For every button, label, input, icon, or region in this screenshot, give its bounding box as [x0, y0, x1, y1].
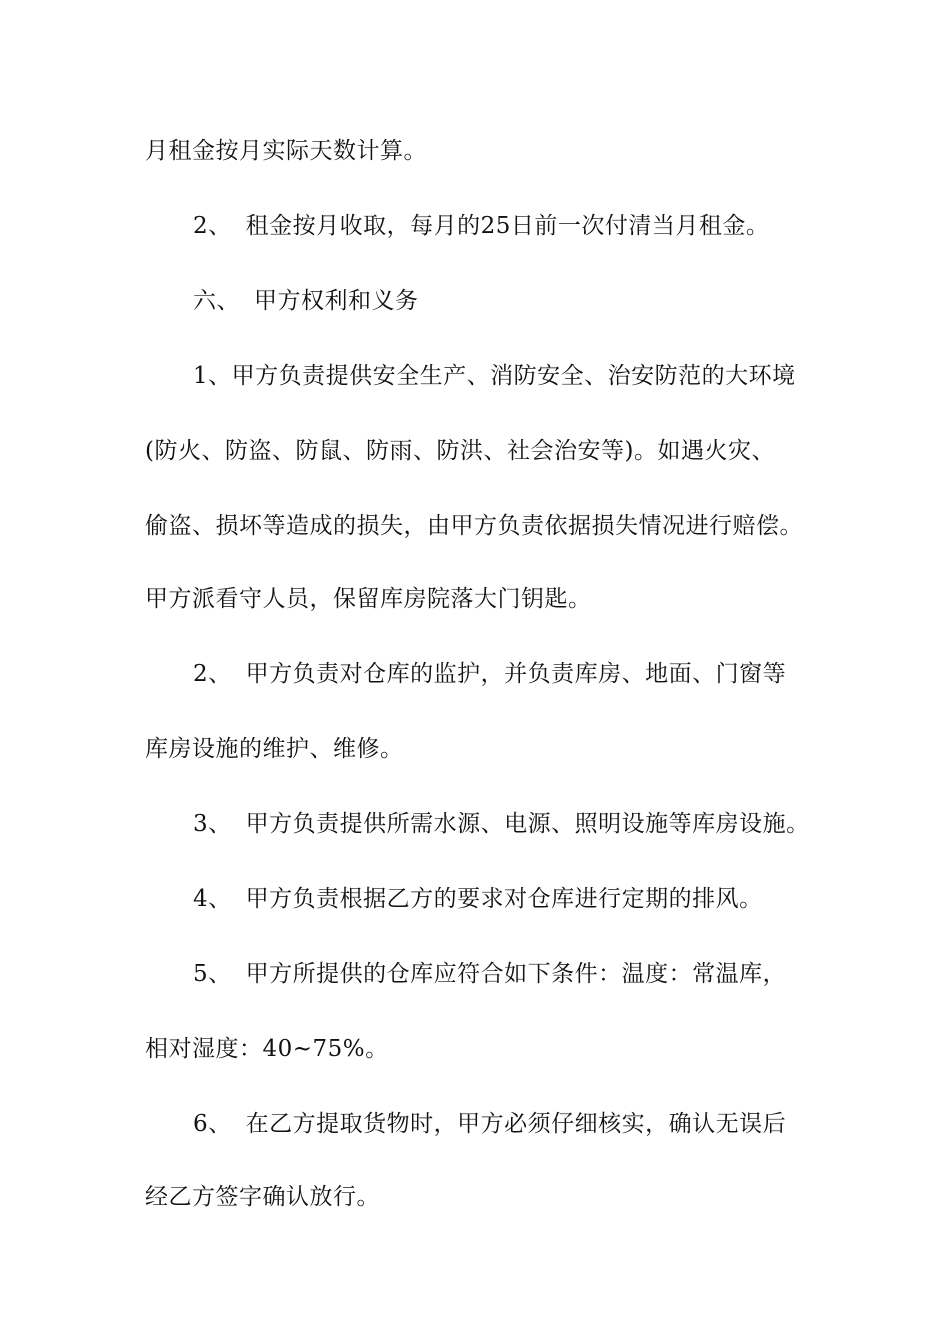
line-text: 甲方派看守人员，保留库房院落大门钥匙。 — [145, 586, 592, 612]
item-number: 5、 — [193, 961, 232, 987]
line-text: 偷盗、损坏等造成的损失，由甲方负责依据损失情况进行赔偿。 — [145, 513, 803, 539]
line-text: 甲方负责提供所需水源、电源、照明设施等库房设施。 — [245, 811, 810, 837]
list-item — [193, 361, 796, 391]
item-number: 2、 — [193, 661, 232, 687]
line-text: 甲方负责对仓库的监护，并负责库房、地面、门窗等 — [245, 661, 787, 687]
list-item — [193, 959, 786, 989]
item-number: 6、 — [193, 1111, 232, 1137]
list-item — [193, 1109, 786, 1139]
list-item — [193, 659, 786, 689]
section-title: 甲方权利和义务 — [254, 288, 419, 314]
text-line — [145, 584, 592, 614]
line-text: 相对湿度：40~75%。 — [145, 1036, 389, 1062]
section-number: 六、 — [193, 288, 240, 314]
text-line — [145, 1182, 380, 1212]
list-item — [193, 884, 763, 914]
text-line — [145, 734, 404, 764]
line-text: 甲方所提供的仓库应符合如下条件：温度：常温库， — [245, 961, 787, 987]
list-item — [193, 809, 810, 839]
line-text: 1、甲方负责提供安全生产、消防安全、治安防范的大环境 — [193, 363, 796, 389]
section-heading — [193, 286, 419, 316]
line-text: 库房设施的维护、维修。 — [145, 736, 404, 762]
text-line — [145, 136, 427, 166]
text-line — [145, 1034, 389, 1064]
line-text: 月租金按月实际天数计算。 — [145, 138, 427, 164]
text-line — [145, 511, 803, 541]
line-text: 甲方负责根据乙方的要求对仓库进行定期的排风。 — [245, 886, 763, 912]
text-line — [145, 436, 775, 466]
line-text: 在乙方提取货物时，甲方必须仔细核实，确认无误后 — [245, 1111, 787, 1137]
item-number: 4、 — [193, 886, 232, 912]
item-number: 2、 — [193, 213, 232, 239]
line-text: (防火、防盗、防鼠、防雨、防洪、社会治安等)。如遇火灾、 — [145, 438, 775, 464]
item-number: 3、 — [193, 811, 232, 837]
line-text: 租金按月收取，每月的25日前一次付清当月租金。 — [245, 213, 770, 239]
line-text: 经乙方签字确认放行。 — [145, 1184, 380, 1210]
list-item — [193, 211, 769, 241]
